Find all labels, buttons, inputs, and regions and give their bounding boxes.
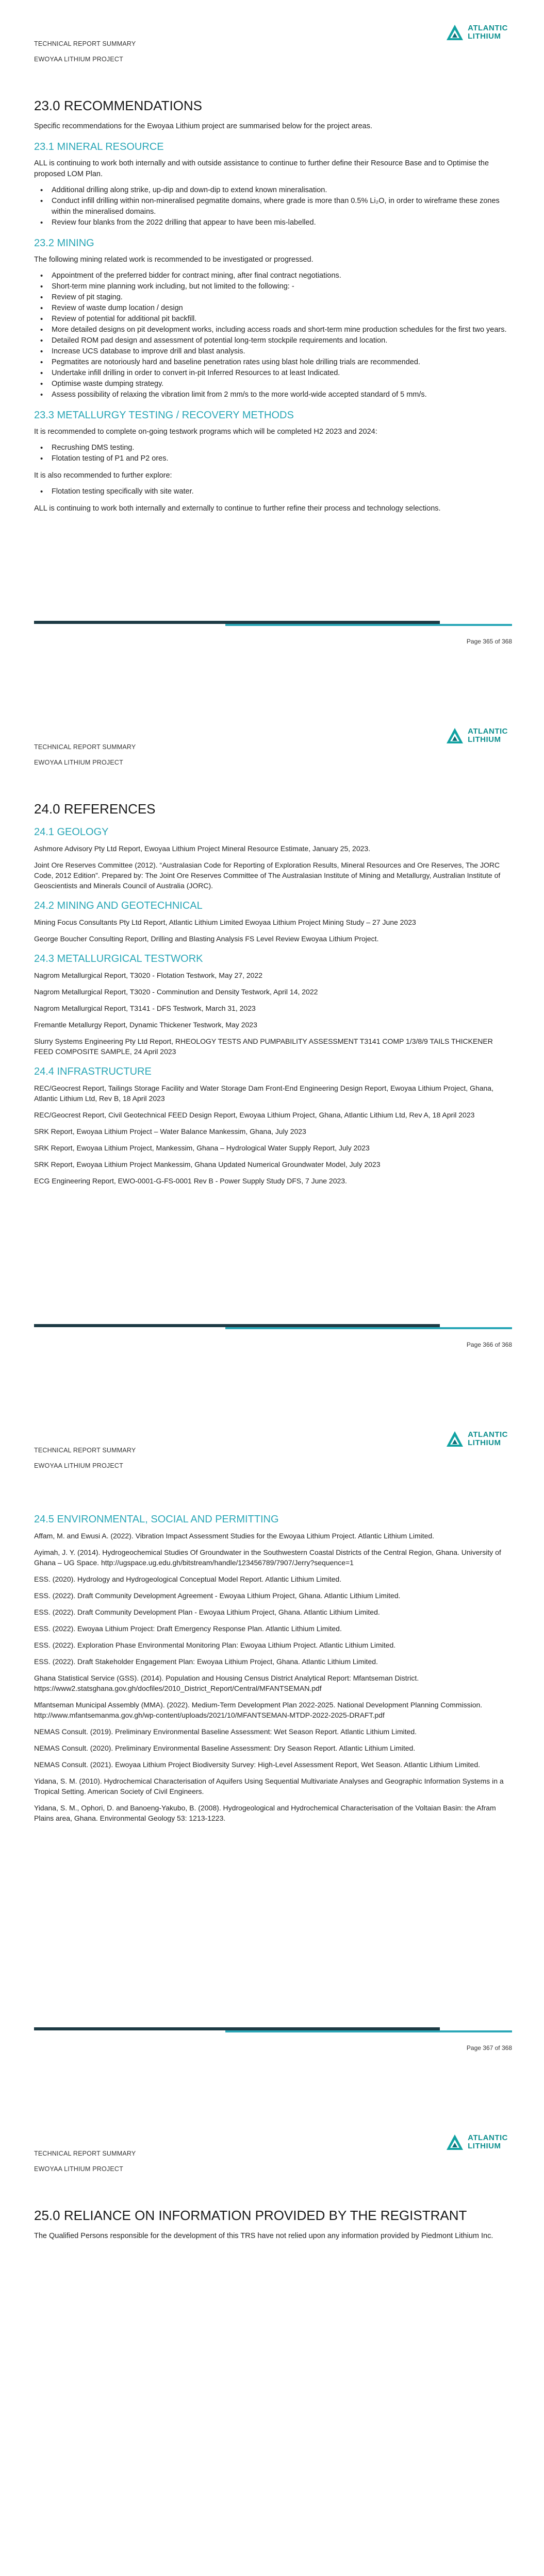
list-item: • Additional drilling along strike, up-dip and down-dip to extend known mineralisation. (34, 185, 512, 196)
logo-mark-icon (445, 23, 465, 42)
list-item: • Flotation testing specifically with site water. (34, 486, 512, 497)
reference-entry: Yidana, S. M., Ophori, D. and Banoeng-Yakubo, B. (2008). Hydrogeological and Hydrochemical Characterisation of the Voltaian Basin: the Afram Plains area, Ghana. Environmental Geology 53: 1213-1223. (34, 1804, 496, 1822)
list-item: • Recrushing DMS testing. (34, 443, 512, 453)
logo-text-line1: ATLANTIC (468, 727, 508, 736)
list-item: • More detailed designs on pit development works, including access roads and short-term mine production schedules for the first two years. (34, 325, 512, 335)
bullet-list (34, 486, 512, 497)
logo-text-line1: ATLANTIC (468, 2133, 508, 2142)
list-item: • Review of waste dump location / design (34, 303, 512, 314)
paragraph: It is recommended to complete on-going testwork programs which will be completed H2 2023 and 2024: (34, 428, 377, 436)
reference-entry: ESS. (2022). Draft Community Development Plan - Ewoyaa Lithium Project, Ghana. Atlantic Lithium Limited. (34, 1608, 380, 1616)
reference-entry: REC/Geocrest Report, Tailings Storage Facility and Water Storage Dam Front-End Engineering Design Report, Ewoyaa Lithium Project, Ghana, Atlantic Lithium Ltd, Rev B, 18 April 2023 (34, 1084, 493, 1103)
reference-entry: Yidana, S. M. (2010). Hydrochemical Characterisation of Aquifers Using Sequential Multivariate Analyses and Geographic Information Systems in a Tropical Setting. American Society of Civil Engineers. (34, 1777, 504, 1795)
reference-entry: Slurry Systems Engineering Pty Ltd Report, RHEOLOGY TESTS AND PUMPABILITY ASSESSMENT T3141 COMP 1/3/8/9 TAILS THICKENER FEED COMPOSITE SAMPLE, 24 April 2023 (34, 1037, 493, 1056)
section-title: 23.0 RECOMMENDATIONS (34, 98, 203, 113)
reference-entry: Ashmore Advisory Pty Ltd Report, Ewoyaa Lithium Project Mineral Resource Estimate, January 25, 2023. (34, 844, 371, 853)
paragraph: The following mining related work is recommended to be investigated or progressed. (34, 256, 314, 264)
section-intro: Specific recommendations for the Ewoyaa Lithium project are summarised below for the project areas. (34, 122, 373, 130)
page-header (34, 1443, 136, 1473)
logo-mark-icon (445, 2132, 465, 2152)
subsection-heading: 24.3 METALLURGICAL TESTWORK (34, 953, 203, 964)
reference-entry: Nagrom Metallurgical Report, T3141 - DFS Testwork, March 31, 2023 (34, 1004, 256, 1012)
footer-bar (34, 1324, 512, 1329)
list-item: • Flotation testing of P1 and P2 ores. (34, 453, 512, 464)
subsection-heading: 24.2 MINING AND GEOTECHNICAL (34, 900, 203, 911)
paragraph: It is also recommended to further explore: (34, 471, 172, 480)
list-item: • Review of pit staging. (34, 292, 512, 303)
logo-text-line2: LITHIUM (468, 735, 501, 744)
reference-entry: SRK Report, Ewoyaa Lithium Project – Water Balance Mankessim, Ghana, July 2023 (34, 1127, 306, 1136)
logo-text-line2: LITHIUM (468, 1438, 501, 1447)
list-item: • Short-term mine planning work including, but not limited to the following: - (34, 281, 512, 292)
atlantic-lithium-logo (445, 23, 508, 42)
header-report-type: TECHNICAL REPORT SUMMARY (34, 1447, 136, 1454)
header-project-name: EWOYAA LITHIUM PROJECT (34, 2165, 123, 2173)
list-item: • Appointment of the preferred bidder for contract mining, after final contract negotiations. (34, 270, 512, 281)
atlantic-lithium-logo (445, 1429, 508, 1449)
paragraph: ALL is continuing to work both internally and with outside assistance to continue to further define their Resource Base and to Optimise the proposed LOM Plan. (34, 159, 489, 178)
subsection-heading: 24.1 GEOLOGY (34, 826, 109, 838)
reference-entry: SRK Report, Ewoyaa Lithium Project, Mankessim, Ghana – Hydrological Water Supply Report, July 2023 (34, 1144, 370, 1152)
bullet-list (34, 270, 512, 400)
page-content (34, 1504, 512, 1829)
header-project-name: EWOYAA LITHIUM PROJECT (34, 759, 123, 766)
page-number: Page 366 of 368 (466, 1341, 512, 1348)
atlantic-lithium-logo (445, 2132, 508, 2152)
header-project-name: EWOYAA LITHIUM PROJECT (34, 56, 123, 63)
list-item: • Review four blanks from the 2022 drilling that appear to have been mis-labelled. (34, 217, 512, 228)
report-page (0, 1406, 544, 2110)
subsection-heading: 23.3 METALLURGY TESTING / RECOVERY METHODS (34, 410, 294, 421)
subsection-heading: 23.1 MINERAL RESOURCE (34, 141, 164, 152)
list-item: • Conduct infill drilling within non-mineralised pegmatite domains, where grade is more than 0.5% Li₂O, in order to wireframe these zones within the mineralised domains. (34, 196, 512, 217)
report-page (0, 703, 544, 1406)
paragraph: The Qualified Persons responsible for the development of this TRS have not relied upon any information provided by Piedmont Lithium Inc. (34, 2232, 493, 2240)
footer-bar (34, 621, 512, 626)
reference-entry: SRK Report, Ewoyaa Lithium Project Mankessim, Ghana Updated Numerical Groundwater Model, July 2023 (34, 1160, 381, 1168)
paragraph: ALL is continuing to work both internally and externally to continue to further refine their process and technology selections. (34, 504, 441, 513)
reference-entry: ECG Engineering Report, EWO-0001-G-FS-0001 Rev B - Power Supply Study DFS, 7 June 2023. (34, 1177, 347, 1185)
subsection-heading: 24.4 INFRASTRUCTURE (34, 1066, 152, 1077)
subsection-heading: 24.5 ENVIRONMENTAL, SOCIAL AND PERMITTING (34, 1514, 279, 1525)
list-item: • Undertake infill drilling in order to convert in-pit Inferred Resources to at least Indicated. (34, 368, 512, 379)
reference-entry: Affam, M. and Ewusi A. (2022). Vibration Impact Assessment Studies for the Ewoyaa Lithium Project. Atlantic Lithium Limited. (34, 1532, 435, 1540)
section-title: 24.0 REFERENCES (34, 801, 156, 817)
subsection-heading: 23.2 MINING (34, 238, 94, 249)
reference-entry: Nagrom Metallurgical Report, T3020 - Flotation Testwork, May 27, 2022 (34, 971, 263, 979)
list-item: • Assess possibility of relaxing the vibration limit from 2 mm/s to the more world-wide accepted standard of 5 mm/s. (34, 389, 512, 400)
reference-entry: ESS. (2022). Draft Stakeholder Engagement Plan: Ewoyaa Lithium Project, Ghana. Atlantic Lithium Limited. (34, 1657, 378, 1666)
reference-entry: NEMAS Consult. (2021). Ewoyaa Lithium Project Biodiversity Survey: High-Level Assessment Report, Wet Season. Atlantic Lithium Limited. (34, 1760, 481, 1769)
reference-entry: Ayimah, J. Y. (2014). Hydrogeochemical Studies Of Groundwater in the Southwestern Coastal Districts of the Central Region, Ghana. University of Ghana – UG Space. http://ugspace.ug.edu.gh/bitstream/handle/123456789/7907/Jerry?sequence=1 (34, 1548, 501, 1567)
header-report-type: TECHNICAL REPORT SUMMARY (34, 40, 136, 47)
list-item: • Review of potential for additional pit backfill. (34, 314, 512, 325)
logo-text-line2: LITHIUM (468, 2142, 501, 2150)
report-page (0, 0, 544, 703)
page-number: Page 367 of 368 (466, 2044, 512, 2052)
header-project-name: EWOYAA LITHIUM PROJECT (34, 1462, 123, 1469)
page-content (34, 2208, 512, 2247)
reference-entry: Fremantle Metallurgy Report, Dynamic Thickener Testwork, May 2023 (34, 1021, 257, 1029)
bullet-list (34, 185, 512, 228)
logo-mark-icon (445, 1429, 465, 1449)
footer-bar (34, 2027, 512, 2032)
reference-entry: Ghana Statistical Service (GSS). (2014). Population and Housing Census District Analytical Report: Mfantseman District. https://www2.statsghana.gov.gh/docfiles/2010_District_Report/Central/MFANTSEMAN.pdf (34, 1674, 419, 1692)
reference-entry: ESS. (2020). Hydrology and Hydrogeological Conceptual Model Report. Atlantic Lithium Limited. (34, 1575, 342, 1583)
list-item: • Optimise waste dumping strategy. (34, 379, 512, 389)
list-item: • Detailed ROM pad design and assessment of potential long-term stockpile requirements and location. (34, 335, 512, 346)
reference-entry: Mining Focus Consultants Pty Ltd Report, Atlantic Lithium Limited Ewoyaa Lithium Project Mining Study – 27 June 2023 (34, 918, 416, 926)
logo-text-line1: ATLANTIC (468, 1430, 508, 1439)
page-header (34, 739, 136, 770)
reference-entry: NEMAS Consult. (2019). Preliminary Environmental Baseline Assessment: Wet Season Report. Atlantic Lithium Limited. (34, 1727, 417, 1736)
section-title: 25.0 RELIANCE ON INFORMATION PROVIDED BY THE REGISTRANT (34, 2208, 467, 2223)
page-content (34, 801, 512, 1192)
atlantic-lithium-logo (445, 726, 508, 745)
reference-entry: Mfantseman Municipal Assembly (MMA). (2022). Medium-Term Development Plan 2022-2025. National Development Planning Commission. http://www.mfantsemanma.gov.gh/wp-content/uploads/2021/10/MFANTSEMAN-MTDP-2022-2025-DRAFT.pdf (34, 1701, 483, 1719)
list-item: • Increase UCS database to improve drill and blast analysis. (34, 346, 512, 357)
reference-entry: ESS. (2022). Draft Community Development Agreement - Ewoyaa Lithium Project, Ghana. Atlantic Lithium Limited. (34, 1591, 401, 1600)
bullet-list (34, 443, 512, 464)
report-page (0, 2110, 544, 2576)
reference-entry: NEMAS Consult. (2020). Preliminary Environmental Baseline Assessment: Dry Season Report. Atlantic Lithium Limited. (34, 1744, 416, 1752)
list-item: • Pegmatites are notoriously hard and baseline penetration rates using blast hole drilling trials are recommended. (34, 357, 512, 368)
logo-text-line2: LITHIUM (468, 32, 501, 41)
reference-entry: George Boucher Consulting Report, Drilling and Blasting Analysis FS Level Review Ewoyaa Lithium Project. (34, 935, 379, 943)
header-report-type: TECHNICAL REPORT SUMMARY (34, 743, 136, 751)
header-report-type: TECHNICAL REPORT SUMMARY (34, 2150, 136, 2157)
page-header (34, 2146, 136, 2177)
reference-entry: Nagrom Metallurgical Report, T3020 - Comminution and Density Testwork, April 14, 2022 (34, 988, 318, 996)
reference-entry: ESS. (2022). Exploration Phase Environmental Monitoring Plan: Ewoyaa Lithium Project. Atlantic Lithium Limited. (34, 1641, 396, 1649)
reference-entry: ESS. (2022). Ewoyaa Lithium Project: Draft Emergency Response Plan. Atlantic Lithium Limited. (34, 1624, 342, 1633)
reference-entry: Joint Ore Reserves Committee (2012). “Australasian Code for Reporting of Exploration Results, Mineral Resources and Ore Reserves, The JORC Code, 2012 Edition”. Prepared by: The Joint Ore Reserves Committee of The Australasian Institute of Mining and Metallurgy, Australian Institute of Geoscientists and Minerals Council of Australia (JORC). (34, 861, 501, 890)
page-number: Page 365 of 368 (466, 638, 512, 645)
reference-entry: REC/Geocrest Report, Civil Geotechnical FEED Design Report, Ewoyaa Lithium Project, Ghana, Atlantic Lithium Ltd, Rev A, 18 April 2023 (34, 1111, 475, 1119)
page-content (34, 98, 512, 519)
logo-mark-icon (445, 726, 465, 745)
page-header (34, 36, 136, 67)
logo-text-line1: ATLANTIC (468, 24, 508, 32)
